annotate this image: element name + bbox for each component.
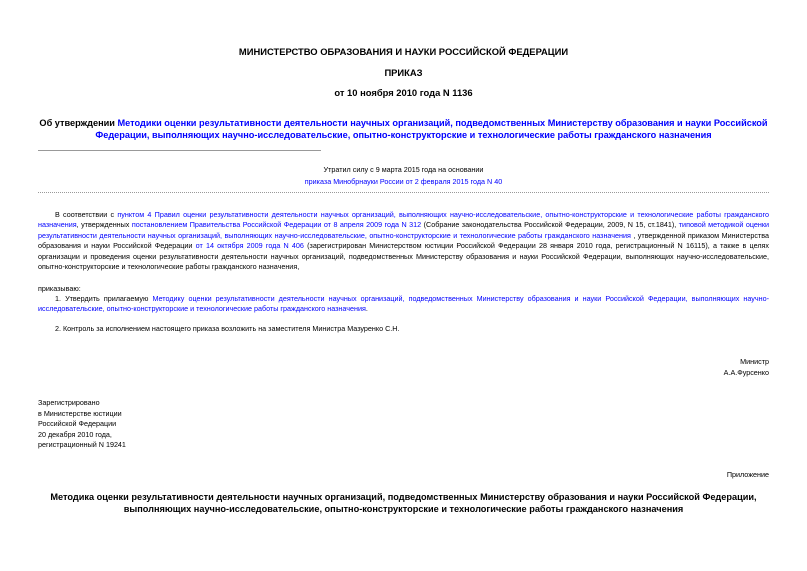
preamble-text-5: (зарегистрирован Министерством юстиции Российской Федерации 28 января 2010 года, регистрационный N 16115), а также в целях организации и проведения оценки результативности деятельности научных организаций, подведомственных Министерству образования и науки Российской Федерации, выполняющих научно-исследовательские, опытно-конструкторские и технологические работы гражданского назначения, — [38, 241, 770, 272]
signature-name: А.А.Фурсенко — [723, 368, 769, 377]
registration-line: регистрационный N 19241 — [38, 440, 126, 450]
preamble-link-methodology[interactable]: типовой методикой оценки результативности деятельности научных организаций, выполняющих научно-исследовательские, опытно-конструкторские и технологические работы гражданского назначения — [38, 220, 770, 240]
preamble-link-rules[interactable]: пунктом 4 Правил оценки результативности деятельности научных организаций, выполняющих научно-исследовательские, опытно-конструкторские и технологические работы гражданского назначения — [38, 210, 769, 230]
document-type: ПРИКАЗ — [384, 67, 423, 78]
preamble-text-3: (Собрание законодательства Российской Федерации, 2009, N 15, ст.1841), — [421, 220, 679, 230]
preamble-text-1: В соответствии с — [55, 210, 118, 219]
divider — [38, 150, 321, 151]
signature-position: Министр — [740, 357, 769, 366]
preamble-paragraph — [38, 210, 769, 272]
ministry-heading: МИНИСТЕРСТВО ОБРАЗОВАНИЯ И НАУКИ РОССИЙСКОЙ ФЕДЕРАЦИИ — [238, 46, 569, 57]
preamble-link-order[interactable]: от 14 октября 2009 года N 406 — [195, 241, 304, 251]
order-word: приказываю: — [38, 284, 81, 293]
clause-1-link[interactable]: Методику оценки результативности деятельности научных организаций, подведомственных Министерству образования и науки Российской Федерации, выполняющих научно-исследовательские, опытно-конструкторские и технологические работы гражданского назначения — [38, 294, 770, 314]
status-link[interactable]: приказа Минобрнауки России от 2 февраля 2015 года N 40 — [304, 177, 503, 186]
appendix-label: Приложение — [726, 470, 769, 479]
preamble-link-resolution[interactable]: постановлением Правительства Российской Федерации от 8 апреля 2009 года N 312 — [131, 220, 422, 230]
title-prefix: Об утверждении — [39, 118, 118, 128]
registration-line: в Министерстве юстиции — [38, 408, 122, 418]
clause-1 — [38, 294, 769, 315]
registration-line: 20 декабря 2010 года, — [38, 429, 112, 439]
divider-dotted — [38, 192, 769, 193]
registration-block — [38, 398, 126, 451]
clause-1-end: . — [365, 304, 368, 314]
appendix-title: Методика оценки результативности деятельности научных организаций, подведомственных Министерству образования и науки Российской Федерации, выполняющих научно-исследовательские, опытно-конструкторские и технологические работы гражданского назначения — [50, 492, 757, 514]
document-date-number: от 10 ноября 2010 года N 1136 — [334, 87, 473, 98]
registration-line: Российской Федерации — [38, 419, 117, 429]
status-line: Утратил силу с 9 марта 2015 года на основании — [323, 165, 484, 174]
document-title — [30, 117, 777, 141]
clause-2: 2. Контроль за исполнением настоящего приказа возложить на заместителя Министра Мазуренко С.Н. — [55, 324, 400, 333]
status-note — [0, 164, 807, 188]
preamble-text-4: , утвержденной приказом Министерства образования и науки Российской Федерации — [38, 230, 769, 251]
title-link[interactable]: Методики оценки результативности деятельности научных организаций, подведомственных Министерству образования и науки Российской Федерации, выполняющих научно-исследовательские, опытно-конструкторские и технологические работы гражданского назначения — [95, 118, 768, 140]
clause-1-text: 1. Утвердить прилагаемую — [55, 294, 153, 303]
registration-line: Зарегистрировано — [38, 398, 100, 407]
preamble-text-2: , утвержденных — [76, 220, 132, 230]
